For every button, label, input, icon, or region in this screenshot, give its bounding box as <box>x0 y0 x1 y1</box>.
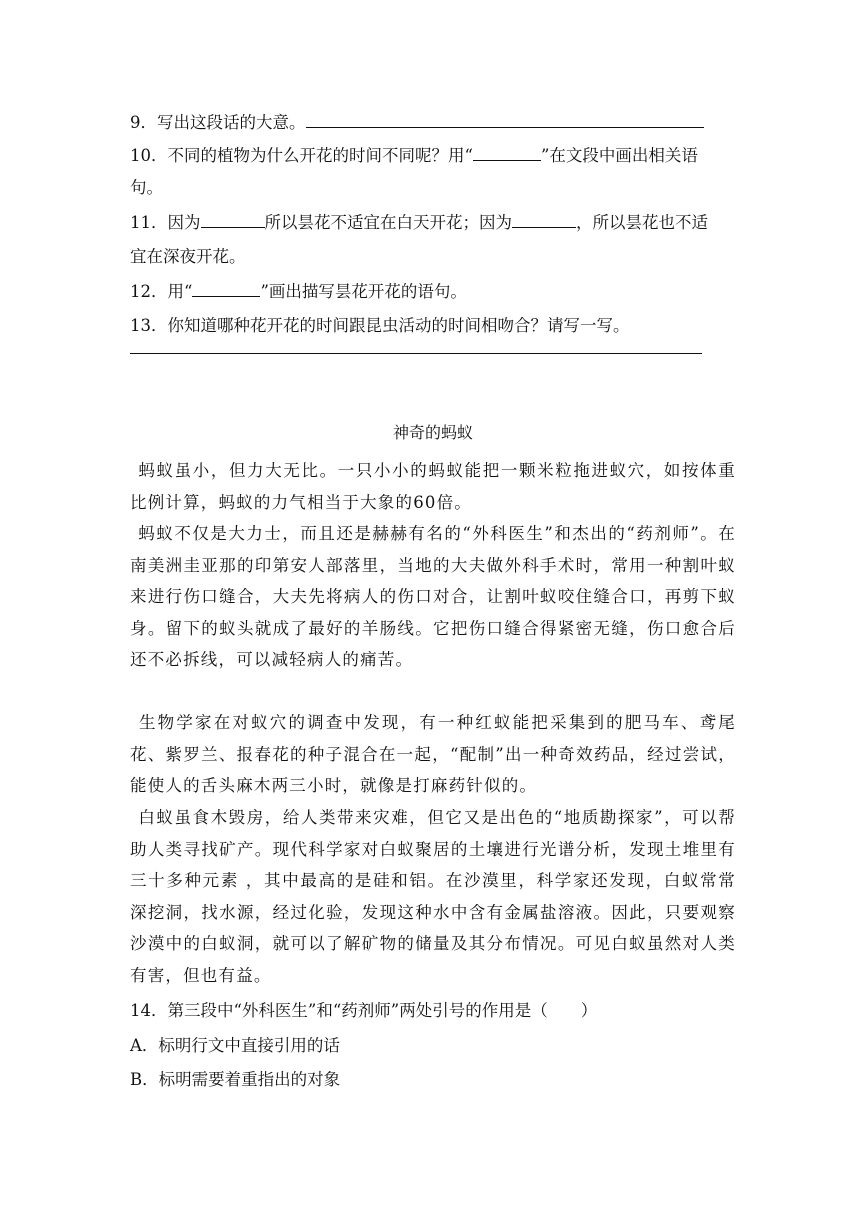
blank-q11-1 <box>201 213 265 228</box>
question-11: 11．因为 所以昙花不适宜在白天开花；因为 ，所以昙花也不适 <box>130 213 708 232</box>
answer-line-q9 <box>306 111 704 128</box>
passage-paragraph-2: 蚂蚁不仅是大力士，而且还是赫赫有名的“外科医生”和杰出的“药剂师”。在南美洲圭亚那的印第安人部落里，当地的大夫做外科手术时，常用一种割叶蚁来进行伤口缝合，大夫先将病人的伤口对合，让割叶蚁咬住缝合口，再剪下蚁身。留下的蚁头就成了最好的羊肠线。它把伤口缝合得紧密无缝，伤口愈合后还不必拆线，可以减轻病人的痛苦。 <box>130 524 736 669</box>
question-12: 12．用“ ”画出描写昙花开花的语句。 <box>130 282 467 301</box>
option-a: A．标明行文中直接引用的话 <box>130 1036 340 1055</box>
passage-paragraph-3: 生物学家在对蚁穴的调查中发现，有一种红蚁能把采集到的肥马车、鸢尾花、紫罗兰、报春花的种子混合在一起，“配制”出一种奇效药品，经过尝试，能使人的舌头麻木两三小时，就像是打麻药针似的。 <box>130 713 736 795</box>
blank-q12 <box>192 282 260 297</box>
question-11-cont: 宜在深夜开花。 <box>130 247 246 266</box>
question-9: 9．写出这段话的大意。 <box>130 111 704 134</box>
passage-title: 神奇的蚂蚁 <box>392 423 473 442</box>
question-10: 10．不同的植物为什么开花的时间不同呢？用“ ”在文段中画出相关语 <box>130 146 698 165</box>
passage-paragraph-1: 蚂蚁虽小，但力大无比。一只小小的蚂蚁能把一颗米粒拖进蚁穴，如按体重比例计算，蚂蚁的力气相当于大象的60倍。 <box>130 461 736 512</box>
option-b: B．标明需要着重指出的对象 <box>130 1070 341 1089</box>
question-14: 14．第三段中“外科医生”和“药剂师”两处引号的作用是（ ） <box>130 1001 598 1020</box>
passage-paragraph-4: 白蚁虽食木毁房，给人类带来灾难，但它又是出色的“地质勘探家”，可以帮助人类寻找矿产。现代科学家对白蚁聚居的土壤进行光谱分析，发现土堆里有三十多种元素 ，其中最高的是硅和铝。在沙漠里，科学家还发现，白蚁常常深挖洞，找水源，经过化验，发现这种水中含有金属盐溶液。因此，只要观察沙漠中的白蚁洞，就可以了解矿物的储量及其分布情况。可见白蚁虽然对人类有害，但也有益。 <box>130 808 736 985</box>
blank-q11-2 <box>512 213 576 228</box>
blank-q10 <box>473 146 541 161</box>
answer-line-q13 <box>130 353 702 354</box>
question-10-cont: 句。 <box>130 178 163 197</box>
question-13: 13．你知道哪种花开花的时间跟昆虫活动的时间相吻合？请写一写。 <box>130 316 630 335</box>
